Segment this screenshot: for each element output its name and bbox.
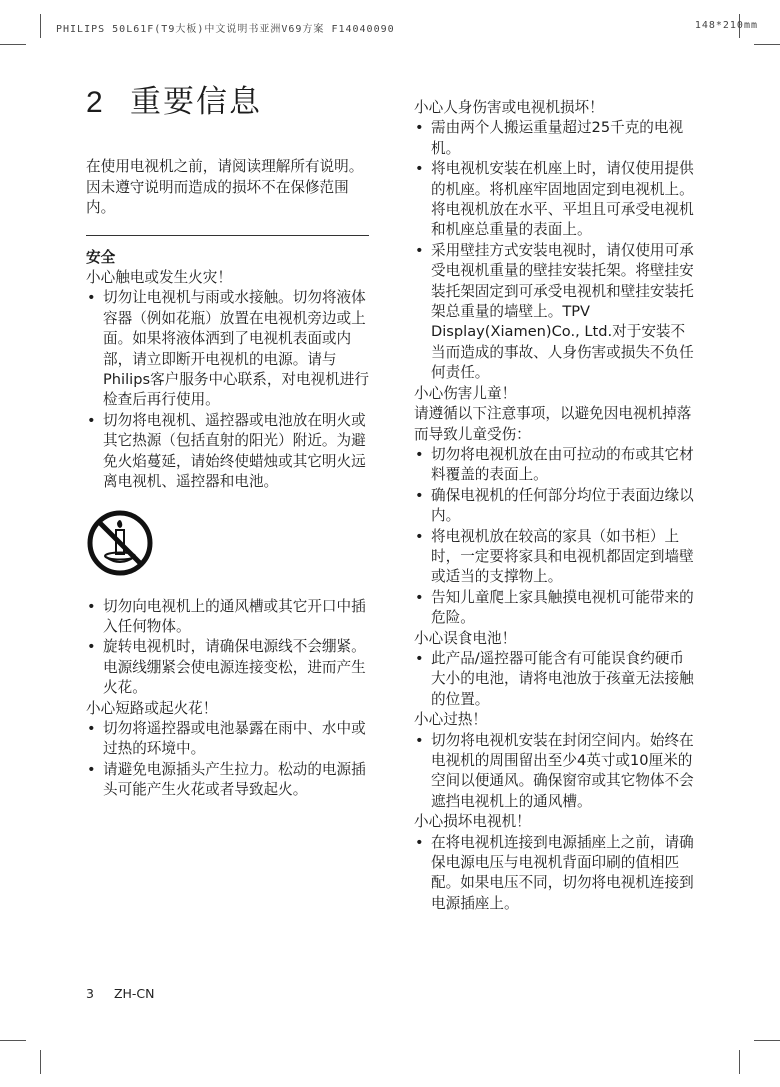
warning-fire: 小心触电或发生火灾！ <box>86 269 232 287</box>
overheat-list <box>414 731 696 813</box>
chapter-number: 2 <box>86 86 103 119</box>
short-circuit-list <box>86 719 374 801</box>
chapter-heading <box>86 84 374 120</box>
print-header-left: PHILIPS 50L61F(T9大板)中文说明书亚洲V69方案 F14040090 <box>56 24 395 35</box>
list-item: • 请避免电源插头产生拉力。松动的电源插头可能产生火花或者导致起火。 <box>86 760 374 801</box>
list-item: • 告知儿童爬上家具触摸电视机可能带来的危险。 <box>414 588 696 629</box>
list-item: • 切勿将电视机、遥控器或电池放在明火或其它热源（包括直射的阳光）附近。为避免火焰蔓延，请始终使蜡烛或其它明火远离电视机、遥控器和电池。 <box>86 411 374 493</box>
left-column <box>86 84 374 801</box>
battery-list <box>414 649 696 710</box>
list-item: • 切勿向电视机上的通风槽或其它开口中插入任何物体。 <box>86 597 374 638</box>
list-item: • 需由两个人搬运重量超过25千克的电视机。 <box>414 118 696 159</box>
list-item: • 确保电视机的任何部分均位于表面边缘以内。 <box>414 486 696 527</box>
warning-overheat: 小心过热！ <box>414 711 487 729</box>
crop-mark <box>739 1050 740 1074</box>
damage-list <box>414 833 696 915</box>
crop-mark <box>0 1040 26 1041</box>
warning-battery: 小心误食电池！ <box>414 629 517 647</box>
warning-injury: 小心人身伤害或电视机损坏！ <box>414 99 604 116</box>
right-column <box>414 98 696 914</box>
vent-warning-list <box>86 597 374 699</box>
crop-mark <box>40 14 41 38</box>
language-code: ZH-CN <box>113 986 155 1001</box>
warning-children: 小心伤害儿童！ <box>414 384 517 402</box>
list-item: • 切勿让电视机与雨或水接触。切勿将液体容器（例如花瓶）放置在电视机旁边或上面。如果将液体洒到了电视机表面或内部，请立即断开电视机的电源。请与Philips客户服务中心联系，对电视机进行检查后再行使用。 <box>86 288 374 410</box>
crop-mark <box>754 1040 780 1041</box>
page-number: 3 <box>86 986 94 1001</box>
list-item: • 此产品/遥控器可能含有可能误食约硬币大小的电池，请将电池放于孩童无法接触的位置。 <box>414 649 696 710</box>
print-header-right: 148*210mm <box>694 20 758 31</box>
list-item: • 将电视机放在较高的家具（如书柜）上时，一定要将家具和电视机都固定到墙壁或适当的支撑物上。 <box>414 527 696 588</box>
list-item: • 旋转电视机时，请确保电源线不会绷紧。电源线绷紧会使电源连接变松，进而产生火花。 <box>86 637 374 698</box>
children-intro: 请遵循以下注意事项，以避免因电视机掉落而导致儿童受伤： <box>414 405 692 443</box>
page-footer <box>86 986 175 1001</box>
warning-short-circuit: 小心短路或起火花！ <box>86 699 218 717</box>
list-item: • 切勿将电视机放在由可拉动的布或其它材料覆盖的表面上。 <box>414 445 696 486</box>
section-title-safety: 安全 <box>86 248 116 266</box>
children-list <box>414 445 696 629</box>
fire-warning-list <box>86 288 374 492</box>
intro-paragraph: 在使用电视机之前，请阅读理解所有说明。因未遵守说明而造成的损坏不在保修范围内。 <box>86 158 364 217</box>
section-divider <box>86 235 369 236</box>
list-item: • 在将电视机连接到电源插座上之前，请确保电源电压与电视机背面印刷的值相匹配。如果电压不同，切勿将电视机连接到电源插座上。 <box>414 833 696 915</box>
list-item: • 切勿将遥控器或电池暴露在雨中、水中或过热的环境中。 <box>86 719 374 760</box>
list-item: • 切勿将电视机安装在封闭空间内。始终在电视机的周围留出至少4英寸或10厘米的空间以便通风。确保窗帘或其它物体不会遮挡电视机上的通风槽。 <box>414 731 696 813</box>
chapter-title: 重要信息 <box>130 84 262 120</box>
list-item: • 将电视机安装在机座上时，请仅使用提供的机座。将机座牢固地固定到电视机上。将电视机放在水平、平坦且可承受电视机和机座总重量的表面上。 <box>414 159 696 241</box>
warning-damage: 小心损坏电视机！ <box>414 813 531 831</box>
list-item: • 采用壁挂方式安装电视时，请仅使用可承受电视机重量的壁挂安装托架。将壁挂安装托架固定到可承受电视机和壁挂安装托架总重量的墙壁上。TPV Display(Xiamen)Co., Ltd.对于安装不当而造成的事故、人身伤害或损失不负任何责任。 <box>414 241 696 384</box>
crop-mark <box>0 44 26 45</box>
injury-list <box>414 118 696 383</box>
crop-mark <box>40 1050 41 1074</box>
no-candle-icon <box>86 509 154 577</box>
crop-mark <box>754 44 780 45</box>
